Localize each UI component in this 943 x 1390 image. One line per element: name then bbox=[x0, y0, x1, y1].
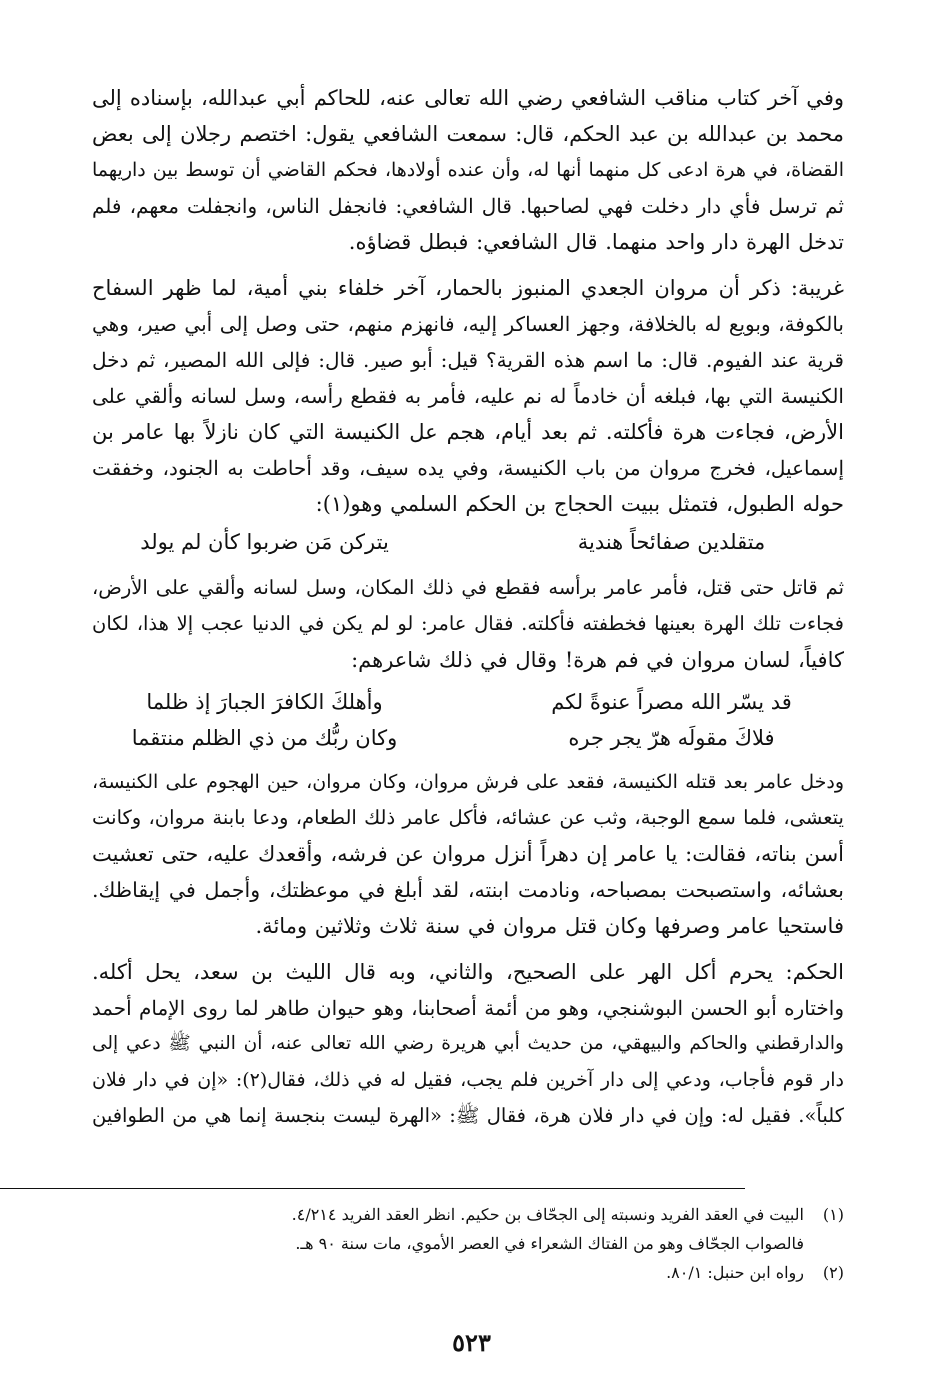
verse-first-hemistich: قد يسّر الله مصراً عنوةً لكم bbox=[551, 690, 792, 714]
verse-second-hemistich: وأهلكَ الكافرَ الجبارَ إذ ظلما bbox=[146, 690, 383, 714]
text-line: أسن بناته، فقالت: يا عامر إن دهراً أنزل مروان عن فرشه، وأقعدك عليه، حتى تعشيت bbox=[92, 842, 844, 866]
footnote-text: البيت في العقد الفريد ونسبته إلى الجحّاف بن حكيم. انظر العقد الفريد ٤/٢١٤. bbox=[291, 1205, 804, 1224]
paragraph-3 bbox=[92, 570, 844, 678]
verse-second-hemistich: وكان ربُّك من ذي الظلم منتقما bbox=[131, 726, 398, 750]
text-line: الكنيسة التي بها، فبلغه أن خادماً له نم عليه، فأمر به فقطع رأسه، وسل لسانه وألقي على bbox=[92, 384, 844, 408]
paragraph-2 bbox=[92, 270, 844, 522]
text-line: الحكم: يحرم أكل الهر على الصحيح، والثاني، وبه قال الليث بن سعد، يحل أكله. bbox=[92, 960, 844, 984]
footnotes bbox=[92, 1200, 844, 1287]
text-line: فجاءت تلك الهرة بعينها فخطفته فأكلته. فقال عامر: لو لم يكن في الدنيا عجب إلا هذا، لكان bbox=[92, 612, 844, 635]
footnote-number: (١) bbox=[822, 1205, 844, 1224]
paragraph-5 bbox=[92, 954, 844, 1134]
text-line: حوله الطبول، فتمثل ببيت الحجاج بن الحكم السلمي وهو(١): bbox=[315, 492, 844, 516]
text-line: الأرض، فجاءت هرة فأكلته. ثم بعد أيام، هجم عل الكنيسة التي كان نازلاً بها عامر بن bbox=[92, 420, 844, 444]
page-number: ٥٢٣ bbox=[452, 1328, 491, 1357]
verse-first-hemistich: متقلدين صفائحاً هندية bbox=[577, 530, 766, 554]
footnote-separator bbox=[0, 1188, 745, 1189]
footnote-2 bbox=[92, 1258, 844, 1287]
text-line: فاستحيا عامر وصرفها وكان قتل مروان في سنة ثلاث وثلاثين ومائة. bbox=[255, 914, 844, 938]
text-line: بعشائه، واستصبحت بمصباحه، ونادمت ابنته، لقد أبلغ في موعظتك، وأجمل في إيقاظك. bbox=[92, 878, 844, 902]
footnote-1-continued bbox=[92, 1229, 844, 1258]
text-line: كلباً». فقيل له: وإن في دار فلان هرة، فقال ﷺ: «الهرة ليست بنجسة إنما هي من الطوافين bbox=[92, 1104, 844, 1127]
text-line: غريبة: ذكر أن مروان الجعدي المنبوز بالحمار، آخر خلفاء بني أمية، لما ظهر السفاح bbox=[92, 276, 844, 300]
text-line: محمد بن عبدالله بن عبد الحكم، قال: سمعت الشافعي يقول: اختصم رجلان إلى بعض bbox=[92, 122, 844, 146]
page-body bbox=[92, 80, 844, 1144]
verse-couplet bbox=[92, 684, 844, 720]
poem bbox=[92, 684, 844, 756]
text-line: تدخل الهرة دار واحد منهما. قال الشافعي: فبطل قضاؤه. bbox=[348, 230, 844, 254]
text-line: واختاره أبو الحسن البوشنجي، وهو من أئمة أصحابنا، وهو حيوان طاهر لما روى الإمام أحمد bbox=[92, 996, 844, 1020]
text-line: ودخل عامر بعد قتله الكنيسة، فقعد على فرش مروان، وكان مروان، حين الهجوم على الكنيسة، bbox=[92, 771, 844, 793]
text-line: يتعشى، فلما سمع الوجبة، وثب عن عشائه، فأكل عامر ذلك الطعام، ودعا بابنة مروان، وكانت bbox=[92, 806, 844, 829]
text-line: وفي آخر كتاب مناقب الشافعي رضي الله تعالى عنه، للحاكم أبي عبدالله، بإسناده إلى bbox=[92, 86, 844, 110]
text-line: القضاة، في هرة ادعى كل منهما أنها له، وأن عنده أولادها، فحكم القاضي أن توسط بين داريهما bbox=[92, 159, 844, 181]
text-line: ثم قاتل حتى قتل، فأمر عامر برأسه فقطع في ذلك المكان، وسل لسانه وألقي على الأرض، bbox=[92, 576, 844, 599]
text-line: إسماعيل، فخرج مروان من باب الكنيسة، وفي يده سيف، وقد أحاطت به الجنود، وخفقت bbox=[92, 456, 844, 480]
verse-couplet bbox=[92, 720, 844, 756]
text-line: دار قوم فأجاب، ودعي إلى دار آخرين فلم يجب، فقيل له في ذلك، فقال(٢): «إن في دار فلان bbox=[92, 1069, 844, 1091]
text-line: كافياً، لسان مروان في فم هرة! وقال في ذلك شاعرهم: bbox=[351, 648, 844, 672]
paragraph-1 bbox=[92, 80, 844, 260]
text-line: والدارقطني والحاكم والبيهقي، من حديث أبي هريرة رضي الله تعالى عنه، أن النبي ﷺ دعي إلى bbox=[92, 1033, 844, 1054]
footnote-text: رواه ابن حنبل: ٨٠/١. bbox=[666, 1263, 804, 1282]
footnote-1 bbox=[92, 1200, 844, 1229]
verse-first-hemistich: فلاكَ مقولَه هرّ يجر جره bbox=[568, 726, 775, 750]
paragraph-4 bbox=[92, 764, 844, 944]
verse-couplet bbox=[92, 524, 844, 560]
verse-second-hemistich: يتركن مَن ضربوا كأن لم يولد bbox=[140, 530, 389, 554]
footnote-number: (٢) bbox=[822, 1263, 844, 1282]
text-line: قرية عند الفيوم. قال: ما اسم هذه القرية؟ قيل: أبو صير. قال: فإلى الله المصير، ثم دخل bbox=[92, 348, 844, 372]
text-line: ثم ترسل فأي دار دخلت فهي لصاحبها. قال الشافعي: فانجفل الناس، وانجفلت معهم، فلم bbox=[92, 194, 844, 218]
text-line: بالكوفة، وبويع له بالخلافة، وجهز العساكر إليه، فانهزم منهم، حتى وصل إلى أبي صير، وهي bbox=[92, 312, 844, 336]
footnote-text: فالصواب الجحّاف وهو من الفتاك الشعراء في العصر الأموي، مات سنة ٩٠ هـ. bbox=[295, 1234, 804, 1253]
